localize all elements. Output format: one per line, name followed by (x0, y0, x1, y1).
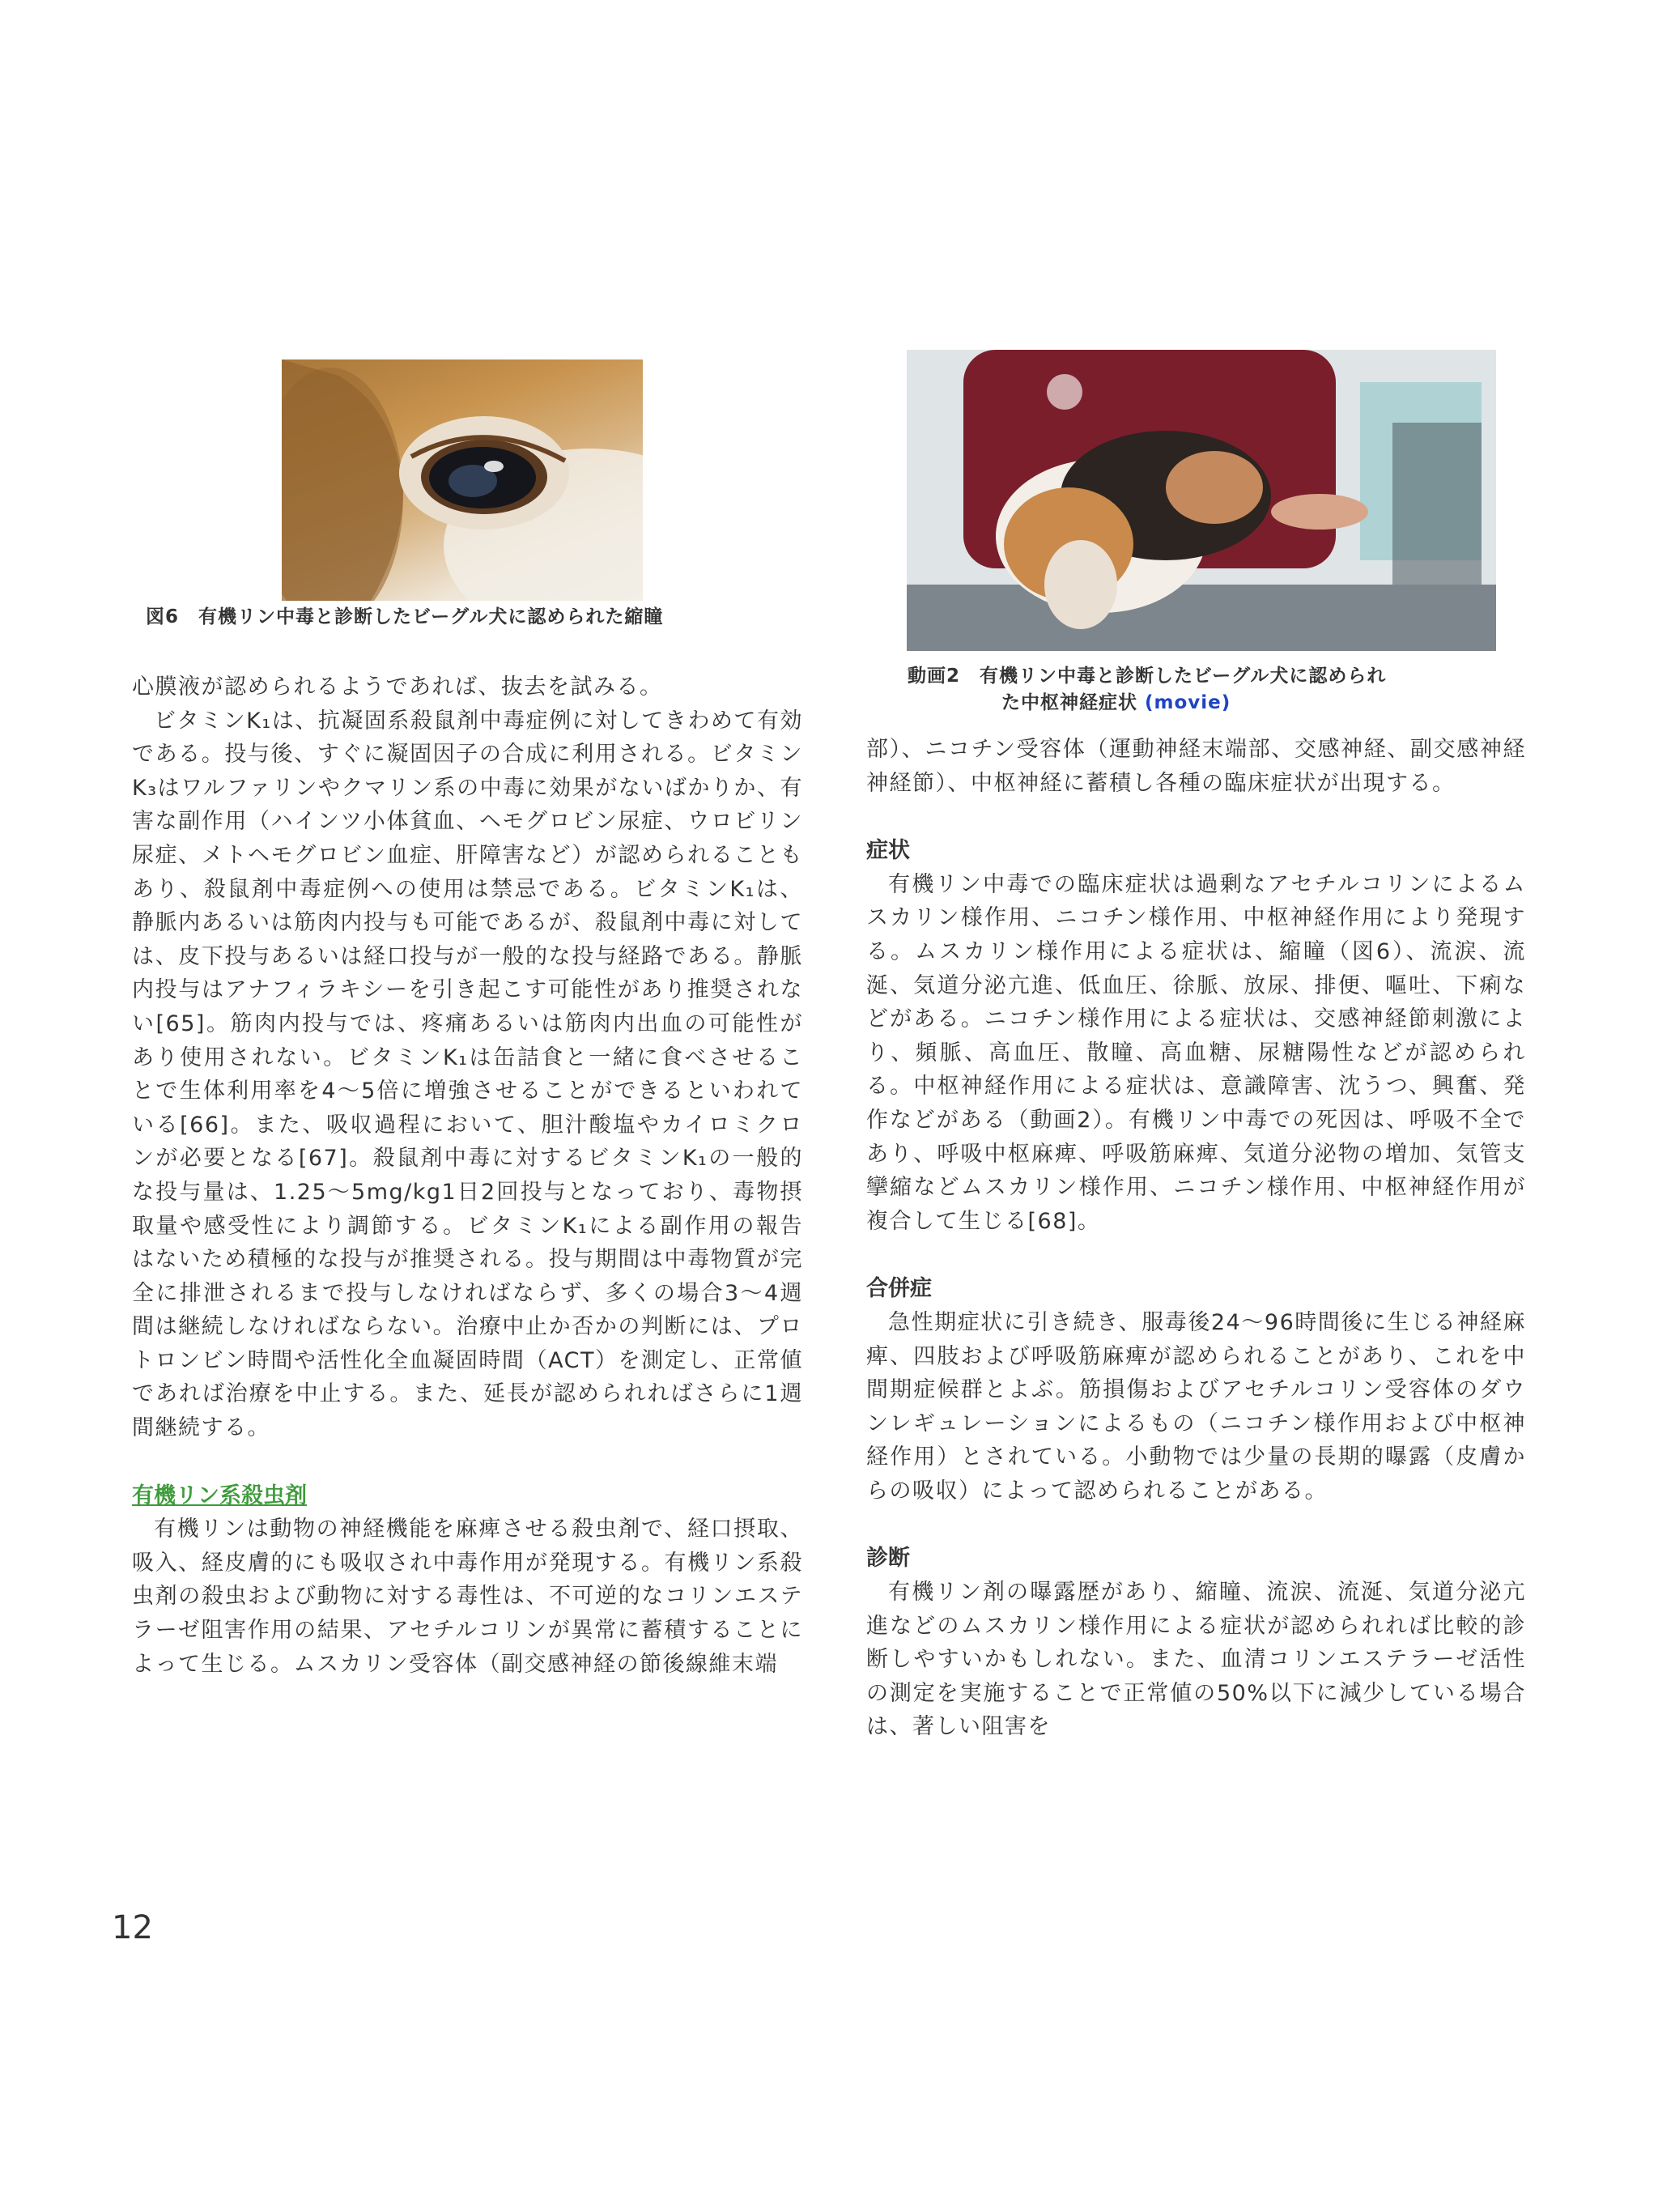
right-paragraph-diagnosis: 有機リン剤の曝露歴があり、縮瞳、流涙、流涎、気道分泌亢進などのムスカリン様作用による症状が認められれば比較的診断しやすいかもしれない。また、血清コリンエステラーゼ活性の測定を実施することで正常値の50%以下に減少している場合は、著しい阻害を (866, 1580, 1526, 1740)
section-heading-organophosphate: 有機リン系殺虫剤 (132, 1482, 307, 1508)
section-heading-symptoms: 症状 (866, 838, 910, 864)
figure-6-caption: 図6 有機リン中毒と診断したビーグル犬に認められた縮瞳 (146, 606, 664, 627)
right-paragraph-1: 部）、ニコチン受容体（運動神経末端部、交感神経、副交感神経神経節）、中枢神経に蓄積し各種の臨床症状が出現する。 (866, 737, 1526, 796)
left-paragraph-vitamin-k: ビタミンK₁は、抗凝固系殺鼠剤中毒症例に対してきわめて有効である。投与後、すぐに凝固因子の合成に利用される。ビタミンK₃はワルファリンやクマリン系の中毒に効果がないばかりか、有害な副作用（ハインツ小体貧血、ヘモグロビン尿症、ウロビリン尿症、メトヘモグロビン血症、肝障害など）が認められることもあり、殺鼠剤中毒症例への使用は禁忌である。ビタミンK₁は、静脈内あるいは筋肉内投与も可能であるが、殺鼠剤中毒に対しては、皮下投与あるいは経口投与が一般的な投与経路である。静脈内投与はアナフィラキシーを引き起こす可能性があり推奨されない[65]。筋肉内投与では、疼痛あるいは筋肉内出血の可能性があり使用されない。ビタミンK₁は缶詰食と一緒に食べさせることで生体利用率を4～5倍に増強させることができるといわれている[66]。また、吸収過程において、胆汁酸塩やカイロミクロンが必要となる[67]。殺鼠剤中毒に対するビタミンK₁の一般的な投与量は、1.25～5mg/kg1日2回投与となっており、毒物摂取量や感受性により調節する。ビタミンK₁による副作用の報告はないため積極的な投与が推奨される。投与期間は中毒物質が完全に排泄されるまで投与しなければならず、多くの場合3～4週間は継続しなければならない。治療中止か否かの判断には、プロトロンビン時間や活性化全血凝固時間（ACT）を測定し、正常値であれば治療を中止する。また、延長が認められればさらに1週間継続する。 (132, 708, 803, 1441)
right-paragraph-symptoms: 有機リン中毒での臨床症状は過剰なアセチルコリンによるムスカリン様作用、ニコチン様作用、中枢神経作用により発現する。ムスカリン様作用による症状は、縮瞳（図6）、流涙、流涎、気道分泌亢進、低血圧、徐脈、放尿、排便、嘔吐、下痢などがある。ニコチン様作用による症状は、交感神経節刺激により、頻脈、高血圧、散瞳、高血糖、尿糖陽性などが認められる。中枢神経作用による症状は、意識障害、沈うつ、興奮、発作などがある（動画2）。有機リン中毒での死因は、呼吸不全であり、呼吸中枢麻痺、呼吸筋麻痺、気道分泌物の増加、気管支攣縮などムスカリン様作用、ニコチン様作用、中枢神経作用が複合して生じる[68]。 (866, 871, 1526, 1234)
left-paragraph-1: 心膜液が認められるようであれば、抜去を試みる。 (132, 674, 663, 700)
video-2-caption-line1: 動画2 有機リン中毒と診断したビーグル犬に認められ (908, 666, 1387, 687)
movie-link[interactable]: (movie) (1145, 692, 1231, 713)
right-paragraph-complications: 急性期症状に引き続き、服毒後24～96時間後に生じる神経麻痺、四肢および呼吸筋麻痺が認められることがあり、これを中間期症候群とよぶ。筋損傷およびアセチルコリン受容体のダウンレギュレーションによるもの（ニコチン様作用および中枢神経作用）とされている。小動物では少量の長期的曝露（皮膚からの吸収）によって認められることがある。 (866, 1309, 1526, 1504)
video-2-thumbnail[interactable] (907, 350, 1496, 651)
left-paragraph-organophosphate: 有機リンは動物の神経機能を麻痺させる殺虫剤で、経口摂取、吸入、経皮膚的にも吸収され中毒作用が発現する。有機リン系殺虫剤の殺虫および動物に対する毒性は、不可逆的なコリンエステラーゼ阻害作用の結果、アセチルコリンが異常に蓄積することによって生じる。ムスカリン受容体（副交感神経の節後線維末端 (132, 1516, 803, 1677)
left-column (132, 670, 803, 1681)
video-2-caption-line2 (1001, 689, 1231, 717)
section-heading-diagnosis: 診断 (866, 1546, 910, 1572)
right-column (866, 733, 1526, 1744)
video-2-caption-text: た中枢神経症状 (1001, 692, 1137, 713)
page-number: 12 (112, 1909, 153, 1946)
eye-photo-illustration (282, 359, 643, 601)
section-heading-complications: 合併症 (866, 1276, 932, 1302)
video-frame-illustration (907, 350, 1496, 651)
figure-6-eye-photo (282, 359, 643, 601)
